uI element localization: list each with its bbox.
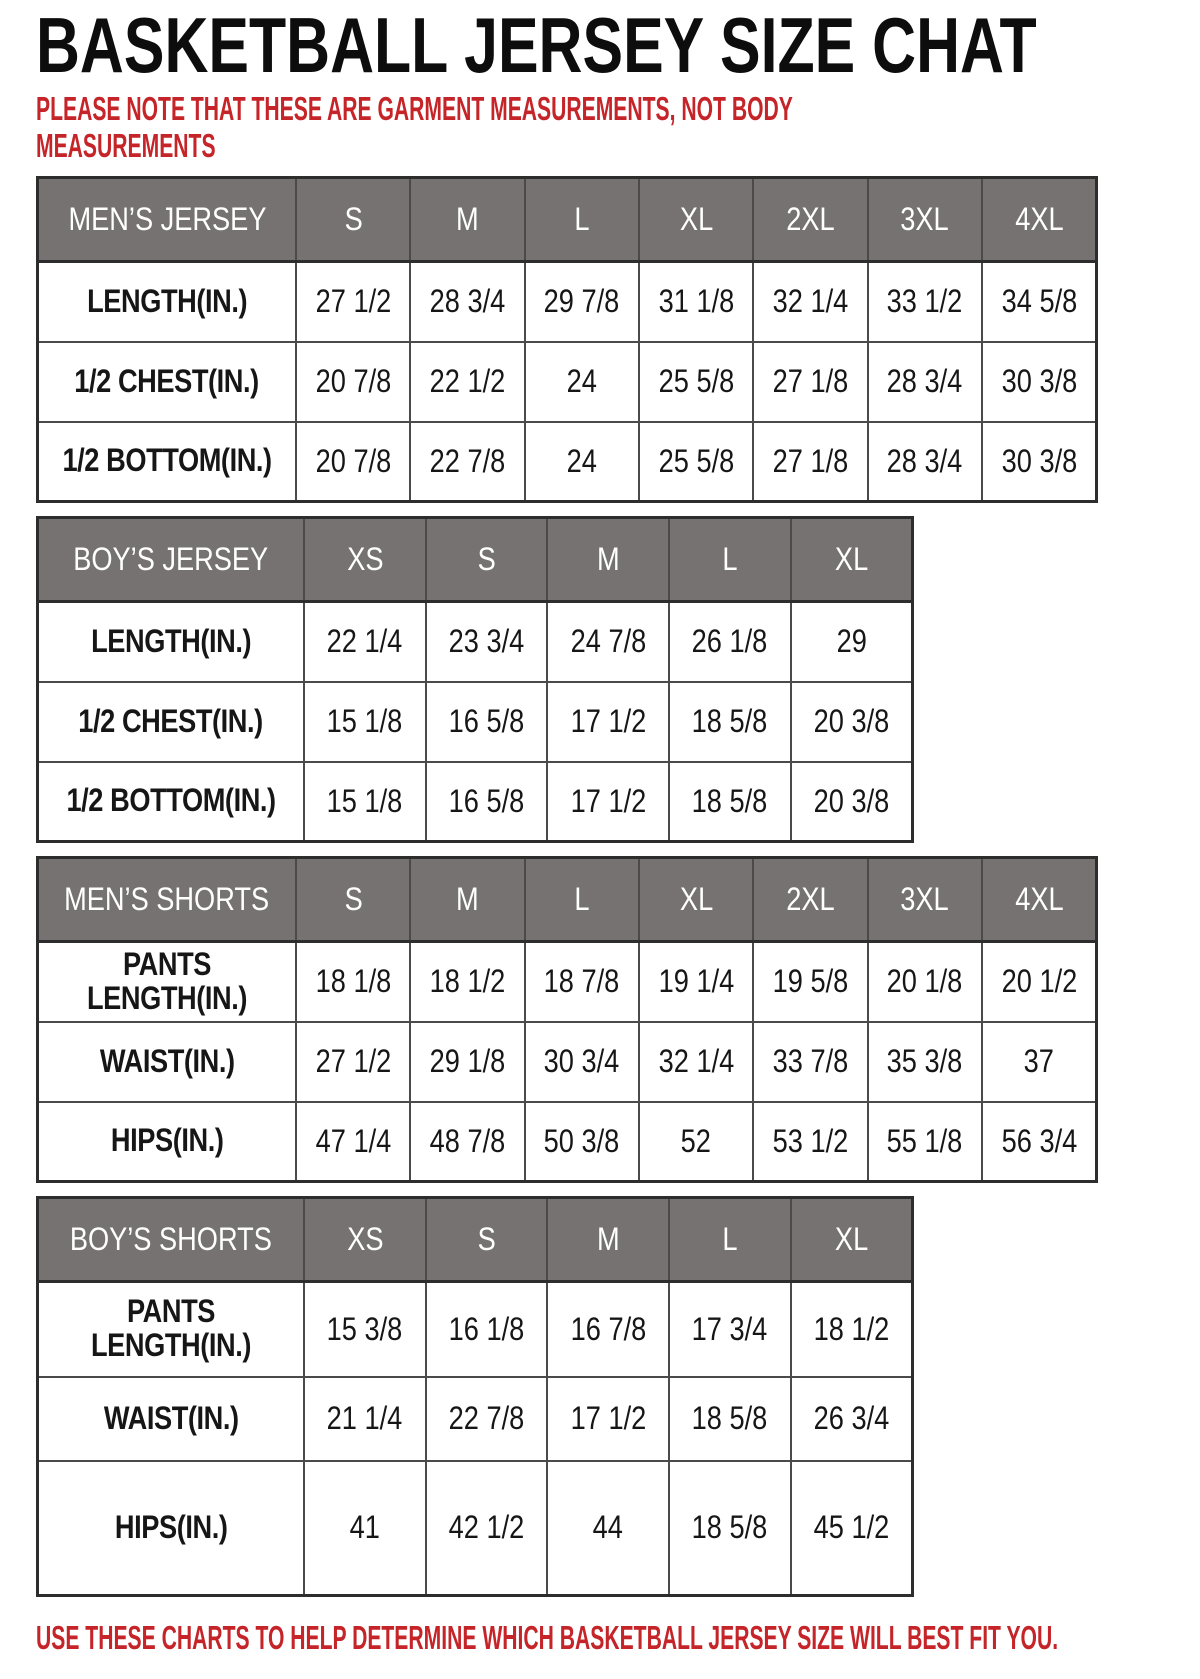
- size-column-header-cell: [868, 178, 982, 262]
- size-column-header: L: [722, 541, 738, 577]
- size-column-header-cell: [669, 1198, 791, 1282]
- measurement-value-cell: [982, 422, 1096, 502]
- size-column-header: M: [456, 201, 479, 237]
- measurement-row: [38, 342, 1097, 422]
- size-column-header: 3XL: [900, 201, 950, 237]
- size-column-header: S: [477, 541, 496, 577]
- measurement-value-cell: [410, 262, 524, 342]
- measurement-row: [38, 1282, 913, 1377]
- measurement-value: 37: [1023, 1043, 1055, 1079]
- measurement-value-cell: [982, 262, 1096, 342]
- measurement-value-cell: [426, 762, 548, 842]
- measurement-value-cell: [426, 1282, 548, 1377]
- measurement-row: [38, 1377, 913, 1461]
- measurement-value-cell: [525, 1102, 639, 1182]
- table-title: BOY’S JERSEY: [73, 541, 269, 577]
- size-column-header: L: [574, 201, 590, 237]
- measurement-value: 22 7/8: [448, 1400, 525, 1436]
- measurement-row-label: WAIST(IN.): [99, 1042, 235, 1079]
- measurement-value: 17 1/2: [570, 782, 647, 819]
- measurement-value: 17 3/4: [692, 1310, 768, 1347]
- page-title: [36, 1, 1170, 89]
- measurement-value: 23 3/4: [448, 623, 525, 660]
- page-title-text: BASKETBALL JERSEY SIZE CHAT: [36, 1, 1037, 89]
- size-column-header: 3XL: [900, 881, 950, 917]
- measurement-row-label-cell: [38, 602, 305, 682]
- measurement-value-cell: [296, 422, 410, 502]
- measurement-row: [38, 762, 913, 842]
- measurement-value: 18 7/8: [544, 963, 620, 1000]
- measurement-value: 24 7/8: [570, 623, 647, 660]
- table-title: MEN’S SHORTS: [64, 881, 270, 917]
- measurement-value-cell: [753, 1102, 867, 1182]
- measurement-value: 16 5/8: [448, 703, 525, 739]
- measurement-value: 29 7/8: [544, 283, 620, 320]
- measurement-row: [38, 1461, 913, 1596]
- measurement-value: 47 1/4: [315, 1122, 391, 1159]
- measurement-value-cell: [791, 1282, 913, 1377]
- measurement-value-cell: [410, 1022, 524, 1102]
- measurement-value-cell: [753, 342, 867, 422]
- size-column-header: 4XL: [1014, 201, 1064, 237]
- measurement-value-cell: [296, 262, 410, 342]
- measurement-value-cell: [791, 762, 913, 842]
- measurement-value: 30 3/8: [1001, 363, 1077, 399]
- table-title: MEN’S JERSEY: [68, 201, 266, 237]
- size-column-header-cell: [868, 858, 982, 942]
- measurement-value-cell: [868, 422, 982, 502]
- size-column-header: L: [722, 1221, 738, 1257]
- size-column-header-cell: [410, 178, 524, 262]
- measurement-row-label: PANTS LENGTH(IN.): [90, 1293, 252, 1364]
- size-column-header: XS: [346, 1221, 383, 1257]
- boys-jersey-size-table: [36, 516, 914, 843]
- size-table-header-row: [38, 518, 913, 602]
- size-column-header: M: [596, 1221, 620, 1257]
- measurement-value: 18 1/8: [315, 963, 391, 1000]
- measurement-row-label: HIPS(IN.): [110, 1122, 224, 1159]
- size-column-header-cell: [410, 858, 524, 942]
- measurement-value-cell: [982, 1022, 1096, 1102]
- measurement-value-cell: [669, 1282, 791, 1377]
- size-column-header: XS: [346, 541, 383, 577]
- measurement-row-label: LENGTH(IN.): [90, 622, 252, 659]
- measurement-value-cell: [669, 1377, 791, 1461]
- table-title-cell: [38, 518, 305, 602]
- size-column-header-cell: [547, 518, 669, 602]
- measurement-value-cell: [982, 942, 1096, 1022]
- measurement-row-label-cell: [38, 1461, 305, 1596]
- measurement-value-cell: [868, 1102, 982, 1182]
- measurement-row-label: 1/2 BOTTOM(IN.): [62, 442, 272, 479]
- measurement-value-cell: [304, 682, 426, 762]
- measurement-row-label: LENGTH(IN.): [86, 282, 248, 319]
- measurement-value-cell: [547, 762, 669, 842]
- measurement-value-cell: [868, 942, 982, 1022]
- measurement-value: 29: [836, 623, 867, 660]
- measurement-value: 17 1/2: [570, 703, 647, 739]
- measurement-value: 55 1/8: [887, 1122, 963, 1159]
- measurement-value: 20 1/8: [887, 963, 963, 1000]
- measurement-value-cell: [753, 1022, 867, 1102]
- measurement-value: 18 1/2: [813, 1310, 890, 1347]
- measurement-value: 22 1/4: [327, 623, 403, 660]
- measurement-value: 32 1/4: [658, 1043, 735, 1079]
- measurement-row-label-cell: [38, 422, 297, 502]
- table-title-cell: [38, 1198, 305, 1282]
- measurement-row: [38, 1102, 1097, 1182]
- measurement-value: 25 5/8: [658, 363, 735, 399]
- measurement-row-label-cell: [38, 1102, 297, 1182]
- size-column-header-cell: [669, 518, 791, 602]
- measurement-value: 53 1/2: [772, 1122, 849, 1159]
- mens-shorts-size-table: [36, 856, 1098, 1183]
- garment-measurement-note: [36, 90, 1170, 164]
- measurement-value-cell: [639, 262, 753, 342]
- measurement-value: 56 3/4: [1001, 1122, 1077, 1159]
- size-column-header: XL: [679, 201, 713, 237]
- measurement-row-label: 1/2 CHEST(IN.): [74, 362, 260, 399]
- measurement-value: 24: [566, 363, 597, 399]
- measurement-row-label-cell: [38, 262, 297, 342]
- measurement-row-label-cell: [38, 1022, 297, 1102]
- measurement-value-cell: [639, 342, 753, 422]
- measurement-value-cell: [791, 1377, 913, 1461]
- measurement-row-label-cell: [38, 682, 305, 762]
- usage-note: [36, 1619, 1170, 1656]
- measurement-value: 20 3/8: [813, 703, 890, 739]
- measurement-value-cell: [791, 1461, 913, 1596]
- size-column-header-cell: [791, 518, 913, 602]
- size-column-header-cell: [296, 178, 410, 262]
- measurement-row-label: PANTS LENGTH(IN.): [86, 945, 248, 1016]
- size-column-header: M: [596, 541, 620, 577]
- measurement-value-cell: [426, 1461, 548, 1596]
- measurement-value-cell: [426, 1377, 548, 1461]
- measurement-value: 27 1/2: [315, 1043, 391, 1079]
- measurement-value-cell: [547, 602, 669, 682]
- measurement-row-label: HIPS(IN.): [114, 1508, 228, 1545]
- measurement-row-label-cell: [38, 942, 297, 1022]
- measurement-value: 45 1/2: [813, 1509, 890, 1546]
- size-column-header-cell: [426, 518, 548, 602]
- measurement-value: 16 7/8: [570, 1310, 647, 1347]
- measurement-value-cell: [525, 422, 639, 502]
- size-column-header-cell: [525, 858, 639, 942]
- table-title: BOY’S SHORTS: [69, 1221, 273, 1257]
- measurement-row: [38, 602, 913, 682]
- measurement-value-cell: [410, 422, 524, 502]
- measurement-value-cell: [753, 942, 867, 1022]
- measurement-row-label-cell: [38, 762, 305, 842]
- measurement-value: 18 1/2: [429, 963, 506, 1000]
- measurement-value-cell: [868, 1022, 982, 1102]
- measurement-value: 22 7/8: [429, 442, 506, 479]
- measurement-value: 27 1/8: [772, 442, 849, 479]
- measurement-value: 28 3/4: [429, 283, 506, 320]
- measurement-value-cell: [296, 942, 410, 1022]
- measurement-row: [38, 942, 1097, 1022]
- measurement-value: 44: [593, 1509, 624, 1546]
- measurement-row-label: WAIST(IN.): [103, 1399, 239, 1436]
- measurement-value: 24: [566, 442, 597, 479]
- measurement-value: 26 3/4: [813, 1400, 890, 1436]
- size-column-header: S: [344, 881, 363, 917]
- measurement-value-cell: [426, 682, 548, 762]
- measurement-row-label-cell: [38, 342, 297, 422]
- measurement-value: 18 5/8: [692, 1400, 768, 1436]
- measurement-value-cell: [296, 1022, 410, 1102]
- measurement-value-cell: [410, 942, 524, 1022]
- measurement-row-label-cell: [38, 1377, 305, 1461]
- size-column-header-cell: [639, 858, 753, 942]
- measurement-value: 28 3/4: [887, 442, 963, 479]
- size-column-header-cell: [304, 518, 426, 602]
- measurement-value: 18 5/8: [692, 1509, 768, 1546]
- measurement-value-cell: [296, 342, 410, 422]
- measurement-value: 48 7/8: [429, 1122, 506, 1159]
- table-title-cell: [38, 178, 297, 262]
- boys-shorts-size-table: [36, 1196, 914, 1597]
- mens-jersey-size-table: [36, 176, 1098, 503]
- measurement-value-cell: [639, 1022, 753, 1102]
- measurement-value-cell: [669, 1461, 791, 1596]
- measurement-value-cell: [669, 682, 791, 762]
- size-table-header-row: [38, 1198, 913, 1282]
- measurement-value: 31 1/8: [658, 283, 735, 320]
- measurement-value-cell: [669, 602, 791, 682]
- measurement-value: 17 1/2: [570, 1400, 647, 1436]
- size-column-header: 4XL: [1014, 881, 1064, 917]
- measurement-row: [38, 682, 913, 762]
- measurement-value-cell: [547, 1377, 669, 1461]
- measurement-value-cell: [304, 1377, 426, 1461]
- size-column-header: 2XL: [786, 881, 835, 917]
- measurement-value: 15 3/8: [327, 1310, 403, 1347]
- measurement-value: 30 3/8: [1001, 442, 1077, 479]
- measurement-value-cell: [669, 762, 791, 842]
- measurement-value-cell: [525, 942, 639, 1022]
- size-column-header-cell: [304, 1198, 426, 1282]
- size-column-header-cell: [753, 178, 867, 262]
- size-column-header-cell: [639, 178, 753, 262]
- measurement-value-cell: [791, 682, 913, 762]
- table-title-cell: [38, 858, 297, 942]
- measurement-row: [38, 1022, 1097, 1102]
- measurement-value: 26 1/8: [692, 623, 768, 660]
- measurement-value-cell: [639, 942, 753, 1022]
- measurement-value: 19 5/8: [772, 963, 849, 1000]
- measurement-value-cell: [639, 1102, 753, 1182]
- size-column-header: XL: [834, 541, 869, 577]
- measurement-value-cell: [868, 262, 982, 342]
- measurement-value-cell: [410, 1102, 524, 1182]
- measurement-value: 29 1/8: [429, 1043, 506, 1079]
- measurement-value-cell: [982, 342, 1096, 422]
- measurement-value: 22 1/2: [429, 363, 506, 399]
- usage-note-text: USE THESE CHARTS TO HELP DETERMINE WHICH BASKETBALL JERSEY SIZE WILL BEST FIT YOU.: [36, 1619, 1059, 1656]
- measurement-value-cell: [426, 602, 548, 682]
- measurement-value: 41: [349, 1509, 380, 1546]
- measurement-value: 15 1/8: [327, 703, 403, 739]
- measurement-value: 19 1/4: [658, 963, 735, 1000]
- measurement-value-cell: [304, 762, 426, 842]
- size-column-header-cell: [982, 178, 1096, 262]
- measurement-row-label-cell: [38, 1282, 305, 1377]
- measurement-value-cell: [525, 342, 639, 422]
- measurement-value: 35 3/8: [887, 1043, 963, 1079]
- measurement-value: 16 1/8: [448, 1310, 525, 1347]
- measurement-value: 16 5/8: [448, 782, 525, 819]
- measurement-value-cell: [791, 602, 913, 682]
- measurement-value-cell: [525, 262, 639, 342]
- measurement-value: 18 5/8: [692, 703, 768, 739]
- measurement-value: 20 7/8: [315, 363, 391, 399]
- measurement-value-cell: [547, 1282, 669, 1377]
- measurement-value-cell: [547, 682, 669, 762]
- size-column-header-cell: [982, 858, 1096, 942]
- measurement-value-cell: [639, 422, 753, 502]
- measurement-value-cell: [525, 1022, 639, 1102]
- measurement-value: 25 5/8: [658, 442, 735, 479]
- measurement-value: 52: [681, 1122, 712, 1159]
- size-column-header: 2XL: [786, 201, 835, 237]
- size-table-header-row: [38, 178, 1097, 262]
- measurement-row: [38, 262, 1097, 342]
- measurement-value: 21 1/4: [327, 1400, 403, 1436]
- measurement-row-label: 1/2 CHEST(IN.): [78, 702, 264, 739]
- measurement-value: 20 3/8: [813, 782, 890, 819]
- size-column-header-cell: [547, 1198, 669, 1282]
- measurement-value: 20 1/2: [1001, 963, 1077, 1000]
- measurement-value: 28 3/4: [887, 363, 963, 399]
- size-column-header-cell: [426, 1198, 548, 1282]
- measurement-value: 32 1/4: [772, 283, 849, 320]
- measurement-row-label: 1/2 BOTTOM(IN.): [66, 782, 276, 819]
- measurement-value: 33 1/2: [887, 283, 963, 320]
- measurement-value: 27 1/8: [772, 363, 849, 399]
- measurement-value-cell: [547, 1461, 669, 1596]
- measurement-value: 33 7/8: [772, 1043, 849, 1079]
- measurement-value: 42 1/2: [448, 1509, 525, 1546]
- size-table-header-row: [38, 858, 1097, 942]
- size-column-header: S: [344, 201, 363, 237]
- size-column-header: XL: [834, 1221, 869, 1257]
- measurement-value: 34 5/8: [1001, 283, 1077, 320]
- measurement-value: 30 3/4: [544, 1043, 620, 1079]
- size-column-header-cell: [753, 858, 867, 942]
- measurement-value: 15 1/8: [327, 782, 403, 819]
- measurement-value-cell: [296, 1102, 410, 1182]
- measurement-value-cell: [982, 1102, 1096, 1182]
- measurement-value-cell: [868, 342, 982, 422]
- size-column-header-cell: [525, 178, 639, 262]
- measurement-value: 27 1/2: [315, 283, 391, 320]
- size-column-header: L: [574, 881, 590, 917]
- measurement-value-cell: [304, 602, 426, 682]
- measurement-value-cell: [410, 342, 524, 422]
- measurement-value-cell: [753, 262, 867, 342]
- measurement-value-cell: [304, 1282, 426, 1377]
- size-column-header-cell: [296, 858, 410, 942]
- measurement-value: 50 3/8: [544, 1122, 620, 1159]
- measurement-value: 20 7/8: [315, 442, 391, 479]
- size-column-header: S: [477, 1221, 496, 1257]
- measurement-value: 18 5/8: [692, 782, 768, 819]
- measurement-value-cell: [304, 1461, 426, 1596]
- size-column-header: M: [456, 881, 479, 917]
- size-column-header: XL: [679, 881, 713, 917]
- garment-measurement-note-text: PLEASE NOTE THAT THESE ARE GARMENT MEASUREMENTS, NOT BODY MEASUREMENTS: [36, 90, 793, 164]
- measurement-row: [38, 422, 1097, 502]
- measurement-value-cell: [753, 422, 867, 502]
- size-column-header-cell: [791, 1198, 913, 1282]
